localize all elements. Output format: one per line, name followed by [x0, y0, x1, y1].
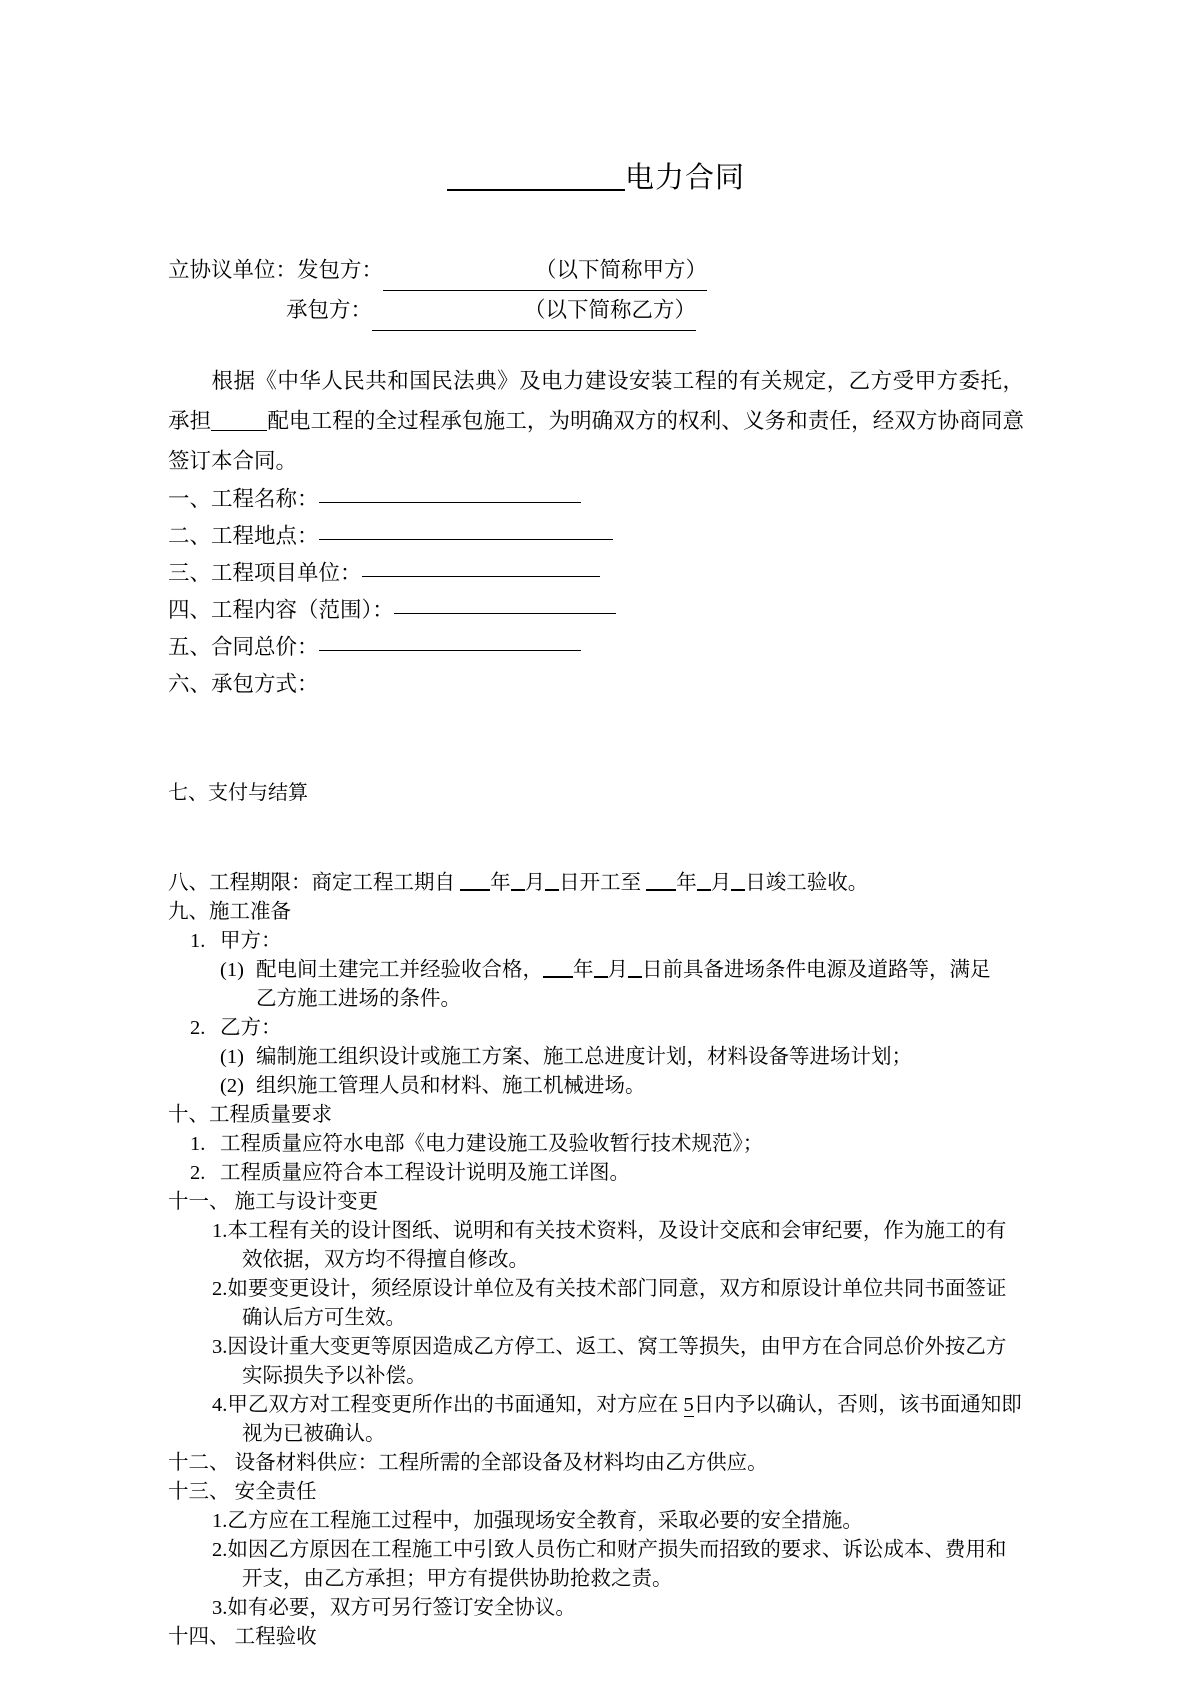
item-3-label: 工程项目单位：	[211, 560, 362, 585]
quality-item-2-text: 工程质量应符合本工程设计说明及施工详图。	[220, 1161, 630, 1184]
fill-items-list	[168, 481, 1024, 703]
safety-item-2-text: 如因乙方原因在工程施工中引致人员伤亡和财产损失而招致的要求、诉讼成本、费用和开支，由乙方承担；甲方有提供协助抢救之责。	[227, 1538, 1007, 1590]
design-item-2-marker: 2.	[212, 1277, 228, 1300]
section-8-text-e: 年	[676, 871, 697, 894]
section-8-num: 八、	[168, 871, 209, 894]
quality-item-2	[168, 1159, 1024, 1188]
intro-paragraph	[168, 361, 1024, 481]
title-text: 电力合同	[624, 160, 745, 194]
item-2-input[interactable]	[319, 539, 613, 540]
safety-item-1	[190, 1507, 1024, 1536]
item-4-label: 工程内容（范围）：	[211, 597, 394, 622]
party-a-line	[168, 251, 1024, 291]
item-contract-price	[168, 629, 1024, 666]
item-project-location	[168, 518, 1024, 555]
quality-item-1-marker: 1.	[190, 1132, 206, 1155]
prep-a-label: 甲方：	[220, 929, 282, 952]
end-year-blank[interactable]	[646, 889, 676, 891]
intro-part2: 配电工程的全过程承包施工，为明确双方的权利、义务和责任，经双方协商同意签订本合同。	[168, 408, 1024, 473]
item-project-scope	[168, 592, 1024, 629]
start-month-blank[interactable]	[511, 889, 525, 891]
party-prefix-label: 立协议单位：	[168, 257, 298, 282]
design-item-2-text: 如要变更设计，须经原设计单位及有关技术部门同意，双方和原设计单位共同书面签证确认后方可生效。	[227, 1277, 1007, 1329]
party-b-input[interactable]	[372, 291, 696, 331]
section-8-text-d: 日开工至	[559, 871, 647, 894]
design-item-1-marker: 1.	[212, 1219, 228, 1242]
prep-b-item-1-text: 编制施工组织设计或施工方案、施工总进度计划，材料设备等进场计划；	[256, 1045, 912, 1068]
design-item-1	[190, 1217, 1024, 1275]
prep-month-blank[interactable]	[594, 976, 608, 978]
design-item-4-days: 5	[683, 1393, 694, 1416]
design-item-4	[190, 1391, 1024, 1449]
prep-a-item-1	[168, 956, 1024, 985]
section-construction-prep-head: 九、施工准备	[168, 900, 291, 923]
design-item-2	[190, 1275, 1024, 1333]
item-1-num: 一、	[168, 486, 212, 511]
item-project-name	[168, 481, 1024, 518]
item-3-input[interactable]	[362, 576, 600, 577]
design-item-3-marker: 3.	[212, 1335, 228, 1358]
prep-b-item-2	[168, 1072, 1024, 1101]
prep-day-blank[interactable]	[628, 976, 642, 978]
start-day-blank[interactable]	[545, 889, 559, 891]
prep-party-a	[168, 927, 1024, 956]
design-item-3	[190, 1333, 1024, 1391]
item-contract-mode	[168, 666, 1024, 703]
title-blank-underline	[447, 189, 625, 191]
safety-item-3-marker: 3.	[212, 1596, 228, 1619]
design-item-4-pre: 甲乙双方对工程变更所作出的书面通知，对方应在	[227, 1393, 684, 1416]
section-material-supply: 十二、 设备材料供应：工程所需的全部设备及材料均由乙方供应。	[168, 1451, 768, 1474]
section-quality-head: 十、工程质量要求	[168, 1103, 332, 1126]
safety-item-1-text: 乙方应在工程施工过程中，加强现场安全教育，采取必要的安全措施。	[227, 1509, 863, 1532]
item-6-num: 六、	[168, 671, 212, 696]
item-4-num: 四、	[168, 597, 212, 622]
party-b-line	[168, 291, 1024, 331]
safety-item-3-text: 如有必要，双方可另行签订安全协议。	[227, 1596, 576, 1619]
section-8-text-b: 年	[490, 871, 511, 894]
item-5-input[interactable]	[319, 650, 581, 651]
item-4-input[interactable]	[394, 613, 616, 614]
item-project-unit	[168, 555, 1024, 592]
item-3-num: 三、	[168, 560, 212, 585]
prep-a-item-1-line1: 配电间土建完工并经验收合格，	[256, 958, 543, 981]
section-8-text-a: 工程期限：商定工程工期自	[209, 871, 461, 894]
quality-item-1-text: 工程质量应符水电部《电力建设施工及验收暂行技术规范》；	[220, 1132, 764, 1155]
prep-a-item-1-mid1: 年	[573, 958, 594, 981]
prep-b-label: 乙方：	[220, 1016, 282, 1039]
end-day-blank[interactable]	[731, 889, 745, 891]
party-a-label: 发包方：	[297, 257, 384, 282]
prep-a-item-1-cont: 乙方施工进场的条件。	[256, 987, 461, 1010]
design-item-1-text: 本工程有关的设计图纸、说明和有关技术资料，及设计交底和会审纪要，作为施工的有效依据，双方均不得擅自修改。	[227, 1219, 1007, 1271]
prep-b-item-1-marker: (1)	[220, 1045, 244, 1068]
section-safety-head: 十三、 安全责任	[168, 1480, 317, 1503]
safety-item-1-marker: 1.	[212, 1509, 228, 1532]
item-2-label: 工程地点：	[211, 523, 319, 548]
section-design-change-head: 十一、 施工与设计变更	[168, 1190, 379, 1213]
safety-item-3	[190, 1594, 1024, 1623]
quality-item-2-marker: 2.	[190, 1161, 206, 1184]
quality-item-1	[168, 1130, 1024, 1159]
party-block	[168, 251, 1024, 331]
safety-item-2	[190, 1536, 1024, 1594]
prep-year-blank[interactable]	[543, 976, 573, 978]
prep-b-num: 2.	[190, 1016, 206, 1039]
prep-party-b	[168, 1014, 1024, 1043]
design-item-3-text: 因设计重大变更等原因造成乙方停工、返工、窝工等损失，由甲方在合同总价外按乙方实际损失予以补偿。	[227, 1335, 1007, 1387]
party-b-note: （以下简称乙方）	[524, 297, 697, 322]
prep-b-item-1	[168, 1043, 1024, 1072]
party-a-input[interactable]	[383, 251, 707, 291]
party-b-label: 承包方：	[286, 297, 373, 322]
start-year-blank[interactable]	[460, 889, 490, 891]
design-item-4-post: 日内予以确认，否则，该书面通知即视为已被确认。	[242, 1393, 1022, 1445]
section-acceptance-head: 十四、 工程验收	[168, 1625, 317, 1648]
spacer-after-payment	[168, 807, 1024, 869]
item-1-label: 工程名称：	[211, 486, 319, 511]
item-6-label: 承包方式：	[211, 671, 319, 696]
safety-item-2-marker: 2.	[212, 1538, 228, 1561]
item-1-input[interactable]	[319, 502, 581, 503]
party-a-note: （以下简称甲方）	[535, 257, 708, 282]
item-5-label: 合同总价：	[211, 634, 319, 659]
prep-a-item-1-mid2: 月	[607, 958, 628, 981]
intro-fill-blank[interactable]	[211, 430, 267, 431]
item-2-num: 二、	[168, 523, 212, 548]
prep-a-num: 1.	[190, 929, 206, 952]
prep-a-item-1-marker: (1)	[220, 958, 244, 981]
design-item-4-marker: 4.	[212, 1393, 228, 1416]
section-8-text-c: 月	[524, 871, 546, 894]
document-body-dense	[168, 869, 1024, 1652]
section-8-text-g: 日竣工验收。	[745, 871, 869, 894]
prep-b-item-2-text: 组织施工管理人员和材料、施工机械进场。	[256, 1074, 646, 1097]
section-payment-settlement: 七、支付与结算	[168, 779, 308, 804]
section-8-text-f: 月	[710, 871, 732, 894]
document-content	[168, 0, 1024, 1652]
intro-part1: 根据《中华人民共和国民法典》及电力建设安装工程的有关规定，乙方受甲方委托，承担	[168, 368, 1024, 433]
section-duration	[168, 869, 1024, 898]
end-month-blank[interactable]	[697, 889, 711, 891]
prep-b-item-2-marker: (2)	[220, 1074, 244, 1097]
item-5-num: 五、	[168, 634, 212, 659]
prep-a-item-1-mid3: 日前具备进场条件电源及道路等，满足	[642, 958, 991, 981]
page-title	[168, 160, 1024, 195]
spacer-after-mode	[168, 703, 1024, 777]
